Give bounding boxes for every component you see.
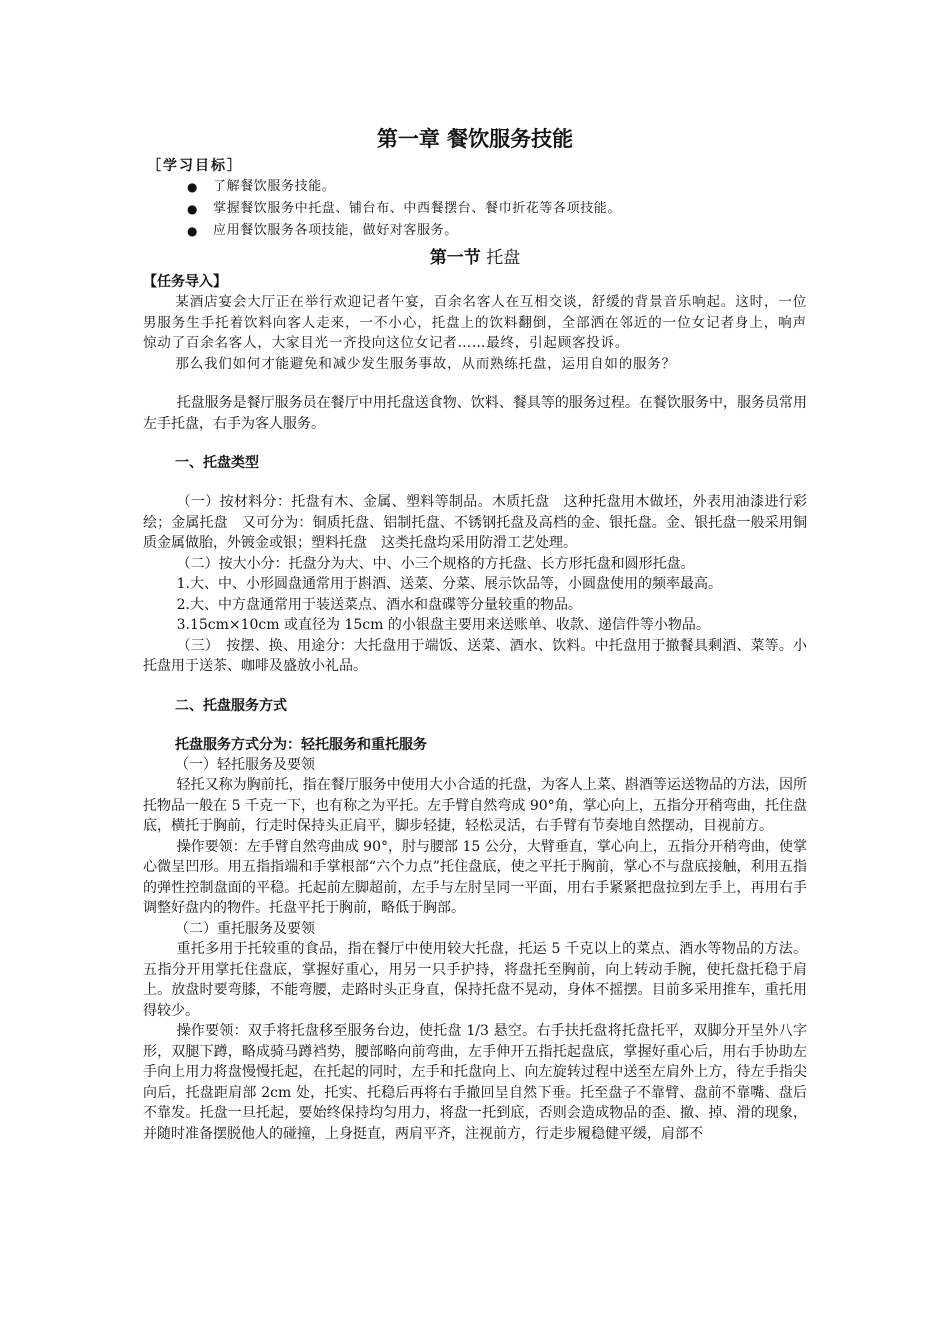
story-paragraph: 某酒店宴会大厅正在举行欢迎记者午宴，百余名客人在互相交谈，舒缓的背景音乐响起。这时，一位男服务生手托着饮料向客人走来，一不小心，托盘上的饮料翻倒，全部洒在邻近的一位女记者身上，响声惊动了百余名客人，大家目光一齐投向这位女记者……最终，引起顾客投诉。 xyxy=(143,294,807,351)
chapter-title: 第一章 餐饮服务技能 xyxy=(376,127,574,151)
light-tray-technique: 操作要领：左手臂自然弯曲成 90°，肘与腰部 15 公分，大臂垂直，掌心向上，五指分开稍弯曲，使掌心微呈凹形。用五指指端和手掌根部“六个力点”托住盘底，使之平托于胸前，掌心不与盘底接触，利用五指的弹性控制盘面的平稳。托起前左脚超前，左手与左肘呈同一平面，用右手紧紧把盘拉到左手上，再用右手调整好盘内的物件。托盘平托于胸前，略低于胸部。 xyxy=(143,838,807,916)
type-by-size: （二）按大小分：托盘分为大、中、小三个规格的方托盘、长方形托盘和圆形托盘。 xyxy=(176,555,695,572)
intro-paragraph: 托盘服务是餐厅服务员在餐厅中用托盘送食物、饮料、餐具等的服务过程。在餐饮服务中，服务员常用左手托盘，右手为客人服务。 xyxy=(143,395,807,432)
light-tray-paragraph: 轻托又称为胸前托，指在餐厅服务中使用大小合适的托盘，为客人上菜、斟酒等运送物品的方法，因所托物品一般在 5 千克一下，也有称之为平托。左手臂自然弯成 90°角，掌心向上，五指分开稍弯曲，托住盘底，横托于胸前，行走时保持头正肩平，脚步轻捷，轻松灵活，右手臂有节奏地自然摆动，目视前方。 xyxy=(143,777,807,834)
heavy-tray-technique: 操作要领：双手将托盘移至服务台边，使托盘 1/3 悬空。右手扶托盘将托盘托平，双脚分开呈外八字形，双腿下蹲，略成骑马蹲裆势，腰部略向前弯曲，左手伸开五指托起盘底，掌握好重心后，用右手协助左手向上用力将盘慢慢托起，在托起的同时，左手和托盘向上、向左旋转过程中送至左肩外上方，待左手指尖向后，托盘距肩部 2cm 处，托实、托稳后再将右手撤回呈自然下垂。托至盘子不靠臂、盘前不靠嘴、盘后不靠发。托盘一旦托起，要始终保持均匀用力，将盘一托到底，否则会造成物品的歪、撤、掉、滑的现象，并随时准备摆脱他人的碰撞，上身挺直，两肩平齐，注视前方，行走步履稳健平缓，肩部不 xyxy=(143,1023,807,1142)
objectives-label: ［学习目标］ xyxy=(147,158,243,174)
objective-item: ● 了解餐饮服务技能。 xyxy=(187,176,807,198)
bullet-icon: ● xyxy=(187,224,199,238)
objective-item: ● 掌握餐饮服务中托盘、铺台布、中西餐摆台、餐巾折花等各项技能。 xyxy=(187,198,807,220)
type-by-material: （一）按材料分：托盘有木、金属、塑料等制品。木质托盘 这种托盘用木做坯，外表用油漆进行彩绘；金属托盘 又可分为：铜质托盘、铝制托盘、不锈钢托盘及高档的金、银托盘。金、银托盘一般采用铜质金属做胎，外镀金或银；塑料托盘 这类托盘均采用防滑工艺处理。 xyxy=(143,494,807,551)
heading-service-methods: 二、托盘服务方式 xyxy=(175,697,287,714)
objective-item: ● 应用餐饮服务各项技能，做好对客服务。 xyxy=(187,220,807,242)
task-intro-label: 【任务导入】 xyxy=(143,274,227,290)
bullet-icon: ● xyxy=(187,180,199,194)
story-question: 那么我们如何才能避免和减少发生服务事故，从而熟练托盘，运用自如的服务？ xyxy=(175,355,676,372)
bullet-icon: ● xyxy=(187,202,199,216)
size-item-3: 3.15cm×10cm 或直径为 15cm 的小银盘主要用来送账单、收款、递信件等小物品。 xyxy=(176,617,710,633)
heavy-tray-paragraph: 重托多用于托较重的食品，指在餐厅中使用较大托盘，托运 5 千克以上的菜点、酒水等物品的方法。五指分开用掌托住盘底，掌握好重心，用另一只手护持，将盘托至胸前，向上转动手腕，使托盘托稳于肩上。放盘时要弯膝，不能弯腰，走路时头正身直，保持托盘不晃动，身体不摇摆。目前多采用推车，重托用得较少。 xyxy=(143,941,807,1019)
section-title: 第一节 托盘 xyxy=(429,248,521,268)
heavy-tray-label: （二）重托服务及要领 xyxy=(175,920,315,937)
light-tray-label: （一）轻托服务及要领 xyxy=(175,756,315,773)
document-body xyxy=(143,122,807,1144)
size-item-2: 2.大、中方盘通常用于装送菜点、酒水和盘碟等分量较重的物品。 xyxy=(176,596,582,613)
type-by-use: （三） 按摆、换、用途分：大托盘用于端饭、送菜、酒水、饮料。中托盘用于撤餐具剩酒、菜等。小托盘用于送茶、咖啡及盛放小礼品。 xyxy=(143,637,807,674)
size-item-1: 1.大、中、小形圆盘通常用于斟酒、送菜、分菜、展示饮品等，小圆盘使用的频率最高。 xyxy=(176,576,722,592)
objectives-list xyxy=(143,176,807,242)
service-methods-summary: 托盘服务方式分为：轻托服务和重托服务 xyxy=(175,736,427,753)
heading-tray-types: 一、托盘类型 xyxy=(175,455,259,471)
